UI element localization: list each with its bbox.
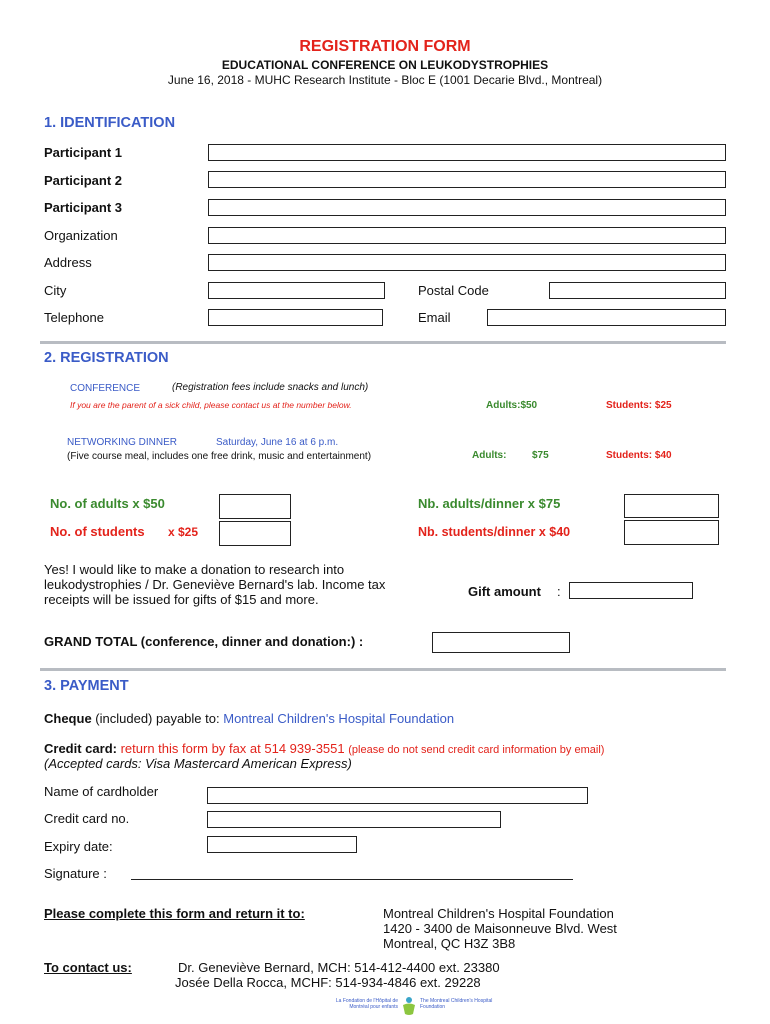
participant1-input[interactable] <box>208 144 726 161</box>
telephone-label: Telephone <box>44 310 104 325</box>
credit-card-line <box>44 741 604 756</box>
cheque-label: Cheque <box>44 711 92 726</box>
conference-dateline: June 16, 2018 - MUHC Research Institute - Bloc E (1001 Decarie Blvd., Montreal) <box>167 73 603 87</box>
section-divider <box>40 341 726 344</box>
contact-label: To contact us: <box>44 960 132 975</box>
nb-adults-dinner-label: Nb. adults/dinner x $75 <box>418 496 561 511</box>
participant1-label: Participant 1 <box>44 145 123 160</box>
conference-label: CONFERENCE <box>70 383 141 394</box>
expiry-input[interactable] <box>207 836 357 853</box>
organization-input[interactable] <box>208 227 726 244</box>
participant2-input[interactable] <box>208 171 726 188</box>
accepted-cards: (Accepted cards: Visa Mastercard American Express) <box>44 756 352 771</box>
telephone-input[interactable] <box>208 309 383 326</box>
gift-amount-colon: : <box>557 584 561 599</box>
participant3-input[interactable] <box>208 199 726 216</box>
no-adults-input[interactable] <box>219 494 291 519</box>
signature-line[interactable] <box>131 866 573 880</box>
return-label: Please complete this form and return it to: <box>44 906 305 921</box>
nb-students-dinner-input[interactable] <box>624 520 719 545</box>
cardholder-input[interactable] <box>207 787 588 804</box>
card-number-input[interactable] <box>207 811 501 828</box>
postal-code-input[interactable] <box>549 282 726 299</box>
gift-amount-label: Gift amount <box>468 584 541 599</box>
no-students-label: No. of students <box>50 524 145 539</box>
credit-card-note: (please do not send credit card information by email) <box>348 744 605 756</box>
return-address-line3: Montreal, QC H3Z 3B8 <box>383 936 516 951</box>
expiry-label: Expiry date: <box>44 839 113 854</box>
city-label: City <box>44 283 67 298</box>
credit-card-fax: return this form by fax at 514 939-3551 <box>120 741 345 756</box>
conference-note: (Registration fees include snacks and lunch) <box>172 382 369 393</box>
donation-line1: Yes! I would like to make a donation to research into <box>44 562 345 577</box>
city-input[interactable] <box>208 282 385 299</box>
identification-heading: 1. IDENTIFICATION <box>44 115 176 131</box>
cheque-line <box>44 711 454 726</box>
foundation-logo <box>318 996 498 1018</box>
gift-amount-input[interactable] <box>569 582 693 599</box>
no-students-price: x $25 <box>168 525 199 539</box>
signature-label: Signature : <box>44 866 107 881</box>
return-address-line1: Montreal Children's Hospital Foundation <box>383 906 614 921</box>
form-title: REGISTRATION FORM <box>299 38 471 55</box>
card-number-label: Credit card no. <box>44 811 130 826</box>
logo-mark-icon <box>401 996 417 1016</box>
section-divider <box>40 668 726 671</box>
no-students-input[interactable] <box>219 521 291 546</box>
cardholder-label: Name of cardholder <box>44 784 159 799</box>
dinner-note: (Five course meal, includes one free drink, music and entertainment) <box>67 451 372 462</box>
email-input[interactable] <box>487 309 726 326</box>
cheque-text: (included) payable to: <box>95 711 220 726</box>
dinner-adults-price: $75 <box>532 450 549 461</box>
dinner-label: NETWORKING DINNER <box>67 437 177 448</box>
grand-total-input[interactable] <box>432 632 570 653</box>
donation-line3: receipts will be issued for gifts of $15 and more. <box>44 592 319 607</box>
dinner-students-price: Students: $40 <box>606 450 672 461</box>
conference-adults-price: Adults:$50 <box>486 400 538 411</box>
nb-students-dinner-label: Nb. students/dinner x $40 <box>418 525 571 539</box>
address-label: Address <box>44 255 92 270</box>
dinner-adults-label: Adults: <box>472 450 507 461</box>
conference-students-price: Students: $25 <box>606 400 672 411</box>
payment-heading: 3. PAYMENT <box>44 678 129 694</box>
logo-text-en: The Montreal Children's Hospital Foundation <box>420 998 493 1010</box>
contact-line1: Dr. Geneviève Bernard, MCH: 514-412-4400 ext. 23380 <box>178 960 500 975</box>
cheque-payee: Montreal Children's Hospital Foundation <box>223 711 455 726</box>
participant3-label: Participant 3 <box>44 200 123 215</box>
conference-subtitle: EDUCATIONAL CONFERENCE ON LEUKODYSTROPHIES <box>221 58 549 72</box>
donation-line2: leukodystrophies / Dr. Geneviève Bernard's lab. Income tax <box>44 577 386 592</box>
address-input[interactable] <box>208 254 726 271</box>
dinner-date: Saturday, June 16 at 6 p.m. <box>216 437 339 448</box>
contact-line2: Josée Della Rocca, MCHF: 514-934-4846 ext. 29228 <box>175 975 481 990</box>
parent-note: If you are the parent of a sick child, please contact us at the number below. <box>70 400 352 410</box>
postal-code-label: Postal Code <box>418 283 489 298</box>
organization-label: Organization <box>44 228 118 243</box>
return-address-line2: 1420 - 3400 de Maisonneuve Blvd. West <box>383 921 617 936</box>
no-adults-label: No. of adults x $50 <box>50 496 165 511</box>
credit-card-label: Credit card: <box>44 741 117 756</box>
nb-adults-dinner-input[interactable] <box>624 494 719 518</box>
email-label: Email <box>418 310 451 325</box>
registration-heading: 2. REGISTRATION <box>44 350 169 366</box>
grand-total-label: GRAND TOTAL (conference, dinner and donation:) : <box>44 634 364 649</box>
logo-text-fr: La Fondation de l'Hôpital de Montréal pour enfants <box>335 998 398 1010</box>
participant2-label: Participant 2 <box>44 173 123 188</box>
